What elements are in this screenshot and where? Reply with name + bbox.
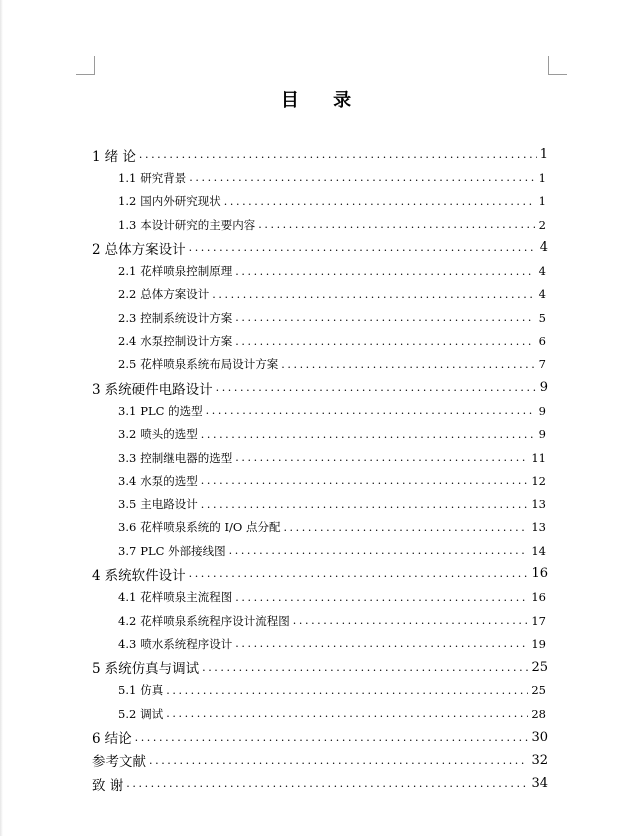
toc-page-number: 9	[538, 427, 546, 442]
toc-entry-number: 2.5	[118, 357, 137, 372]
toc-entry-number: 2	[92, 241, 101, 258]
toc-entry-title: 系统软件设计	[104, 567, 186, 584]
toc-entry-number: 5.1	[118, 683, 137, 698]
toc-entry-title: 花样喷泉主流程图	[140, 590, 233, 605]
toc-entry-section[interactable]	[0, 632, 546, 655]
toc-leader-dots	[206, 404, 535, 417]
toc-leader-dots	[202, 661, 528, 674]
toc-entry-number: 4.1	[118, 590, 137, 605]
table-of-contents	[0, 143, 632, 795]
toc-entry-label	[118, 636, 232, 652]
toc-entry-number: 5	[92, 661, 101, 678]
toc-leader-dots	[283, 521, 528, 534]
toc-entry-title: 绪 论	[104, 148, 136, 165]
toc-entry-label	[118, 519, 280, 535]
toc-entry-label	[118, 170, 186, 186]
toc-page-number: 6	[538, 334, 546, 349]
toc-entry-section[interactable]	[0, 469, 546, 492]
toc-leader-dots	[126, 777, 528, 790]
top-left-margin-mark	[76, 56, 95, 75]
page-title: 目 录	[280, 90, 366, 111]
toc-leader-dots	[166, 684, 528, 697]
toc-entry-title: 总体方案设计	[140, 287, 210, 302]
toc-page-number: 4	[538, 287, 546, 302]
toc-entry-number: 2.1	[118, 264, 137, 279]
toc-entry-title: 花样喷泉系统程序设计流程图	[140, 613, 290, 628]
toc-entry-title: 花样喷泉系统布局设计方案	[140, 357, 279, 372]
toc-entry-number: 1.1	[118, 170, 137, 185]
toc-entry-label	[118, 543, 226, 559]
toc-entry-label	[118, 286, 209, 302]
toc-leader-dots	[201, 498, 529, 511]
toc-entry-section[interactable]	[0, 283, 546, 306]
toc-leader-dots	[235, 311, 535, 324]
toc-entry-title: 控制系统设计方案	[140, 310, 233, 325]
toc-entry-label	[92, 657, 199, 677]
toc-leader-dots	[235, 335, 535, 348]
toc-entry-chapter[interactable]	[0, 143, 548, 166]
toc-entry-label	[92, 774, 123, 794]
toc-entry-section[interactable]	[0, 353, 546, 376]
toc-entry-number: 3.5	[118, 497, 137, 512]
toc-entry-title: 系统仿真与调试	[104, 661, 200, 678]
toc-entry-number: 1	[92, 148, 101, 165]
toc-leader-dots	[135, 731, 529, 744]
toc-page-number: 25	[531, 659, 548, 675]
toc-entry-number: 3.6	[118, 520, 137, 535]
toc-entry-number: 3	[92, 381, 101, 398]
toc-leader-dots	[216, 381, 537, 394]
toc-entry-label	[118, 333, 232, 349]
toc-entry-section[interactable]	[0, 609, 546, 632]
toc-leader-dots	[224, 195, 535, 208]
toc-entry-number: 3.3	[118, 450, 137, 465]
toc-entry-title: 系统硬件电路设计	[104, 381, 213, 398]
toc-entry-title: 结论	[104, 731, 132, 748]
toc-entry-label	[118, 403, 203, 419]
toc-entry-title: 仿真	[140, 683, 164, 698]
toc-entry-number: 3.2	[118, 427, 137, 442]
toc-entry-number: 3.7	[118, 543, 137, 558]
toc-entry-chapter[interactable]	[0, 749, 548, 772]
toc-leader-dots	[235, 265, 535, 278]
toc-leader-dots	[212, 288, 535, 301]
toc-page-number: 16	[531, 566, 548, 582]
toc-entry-label	[118, 682, 163, 698]
toc-leader-dots	[189, 241, 537, 254]
toc-leader-dots	[201, 428, 535, 441]
toc-page-number: 1	[539, 147, 548, 163]
toc-entry-title: 研究背景	[140, 170, 187, 185]
toc-entry-number: 1.2	[118, 194, 137, 209]
toc-entry-title: 调试	[140, 706, 164, 721]
toc-entry-number: 2.2	[118, 287, 137, 302]
toc-entry-section[interactable]	[0, 702, 546, 725]
toc-entry-label	[118, 450, 232, 466]
toc-entry-label	[118, 589, 232, 605]
toc-leader-dots	[235, 451, 528, 464]
toc-entry-number: 4.2	[118, 613, 137, 628]
toc-entry-label	[92, 378, 213, 398]
toc-entry-number: 5.2	[118, 706, 137, 721]
toc-entry-section[interactable]	[0, 166, 546, 189]
toc-entry-number: 4.3	[118, 636, 137, 651]
toc-entry-label	[118, 356, 278, 372]
toc-leader-dots	[258, 218, 535, 231]
toc-entry-section[interactable]	[0, 306, 546, 329]
toc-page-number: 13	[531, 497, 546, 512]
toc-entry-label	[118, 310, 232, 326]
toc-entry-number: 2.3	[118, 310, 137, 325]
toc-leader-dots	[235, 637, 528, 650]
toc-entry-section[interactable]	[0, 329, 546, 352]
toc-entry-section[interactable]	[0, 190, 546, 213]
toc-leader-dots	[189, 567, 529, 580]
toc-entry-number: 3.1	[118, 403, 137, 418]
toc-page-number: 32	[531, 752, 548, 768]
toc-page-number: 5	[538, 310, 546, 325]
toc-entry-section[interactable]	[0, 492, 546, 515]
toc-page-number: 17	[531, 613, 546, 628]
toc-entry-number: 2.4	[118, 334, 137, 349]
toc-page-number: 9	[538, 403, 546, 418]
toc-leader-dots	[149, 754, 528, 767]
toc-leader-dots	[201, 474, 529, 487]
toc-page-number: 19	[531, 636, 546, 651]
toc-leader-dots	[229, 544, 529, 557]
toc-entry-title: 总体方案设计	[104, 241, 186, 258]
toc-leader-dots	[189, 171, 535, 184]
toc-page-number: 9	[539, 380, 548, 396]
toc-entry-title: 喷头的选型	[140, 427, 198, 442]
toc-entry-number: 6	[92, 731, 101, 748]
toc-page-number: 4	[538, 264, 546, 279]
toc-entry-section[interactable]	[0, 259, 546, 282]
toc-entry-title: 喷水系统程序设计	[140, 636, 233, 651]
toc-entry-section[interactable]	[0, 399, 546, 422]
toc-page-number: 11	[531, 450, 546, 465]
top-right-margin-mark	[548, 56, 567, 75]
toc-entry-title: PLC 外部接线图	[140, 543, 226, 558]
toc-page-number: 1	[538, 170, 546, 185]
toc-entry-label	[92, 750, 146, 770]
toc-entry-title: 花样喷泉系统的 I/O 点分配	[140, 520, 281, 535]
toc-entry-chapter[interactable]	[0, 562, 548, 585]
toc-entry-label	[92, 727, 132, 747]
toc-entry-label	[118, 426, 198, 442]
toc-entry-title: PLC 的选型	[140, 403, 203, 418]
toc-entry-label	[118, 613, 290, 629]
toc-page-number: 4	[539, 240, 548, 256]
toc-entry-title: 参考文献	[92, 754, 146, 771]
toc-entry-number: 4	[92, 567, 101, 584]
toc-entry-title: 水泵控制设计方案	[140, 334, 233, 349]
toc-entry-chapter[interactable]	[0, 725, 548, 748]
toc-entry-section[interactable]	[0, 679, 546, 702]
toc-leader-dots	[235, 591, 528, 604]
toc-entry-title: 国内外研究现状	[140, 194, 221, 209]
toc-page-number: 2	[538, 217, 546, 232]
toc-leader-dots	[293, 614, 529, 627]
toc-page-number: 34	[531, 776, 548, 792]
toc-entry-title: 本设计研究的主要内容	[140, 217, 256, 232]
toc-entry-chapter[interactable]	[0, 772, 548, 795]
toc-entry-label	[92, 145, 136, 165]
toc-entry-label	[118, 193, 221, 209]
toc-leader-dots	[166, 707, 528, 720]
toc-entry-chapter[interactable]	[0, 656, 548, 679]
toc-page-number: 14	[531, 543, 546, 558]
toc-entry-section[interactable]	[0, 539, 546, 562]
toc-page-number: 1	[538, 194, 546, 209]
toc-entry-number: 3.4	[118, 473, 137, 488]
toc-entry-label	[92, 238, 186, 258]
toc-entry-label	[92, 564, 186, 584]
toc-page-number: 16	[531, 590, 546, 605]
toc-entry-number: 1.3	[118, 217, 137, 232]
toc-page-number: 25	[531, 683, 546, 698]
toc-entry-title: 控制继电器的选型	[140, 450, 233, 465]
toc-entry-section[interactable]	[0, 586, 546, 609]
toc-entry-title: 主电路设计	[140, 497, 198, 512]
toc-entry-label	[118, 473, 198, 489]
toc-entry-label	[118, 263, 232, 279]
toc-entry-section[interactable]	[0, 213, 546, 236]
toc-entry-chapter[interactable]	[0, 236, 548, 259]
toc-entry-label	[118, 706, 163, 722]
toc-leader-dots	[281, 358, 535, 371]
toc-page-number: 13	[531, 520, 546, 535]
toc-page-number: 12	[531, 473, 546, 488]
toc-entry-section[interactable]	[0, 423, 546, 446]
toc-entry-section[interactable]	[0, 446, 546, 469]
toc-leader-dots	[139, 148, 537, 161]
toc-entry-label	[118, 496, 198, 512]
toc-entry-title: 致 谢	[92, 777, 124, 794]
toc-page-number: 28	[531, 706, 546, 721]
toc-page-number: 30	[531, 729, 548, 745]
toc-entry-title: 花样喷泉控制原理	[140, 264, 233, 279]
toc-entry-title: 水泵的选型	[140, 473, 198, 488]
toc-entry-label	[118, 217, 255, 233]
toc-page-number: 7	[538, 357, 546, 372]
toc-entry-section[interactable]	[0, 516, 546, 539]
toc-entry-chapter[interactable]	[0, 376, 548, 399]
